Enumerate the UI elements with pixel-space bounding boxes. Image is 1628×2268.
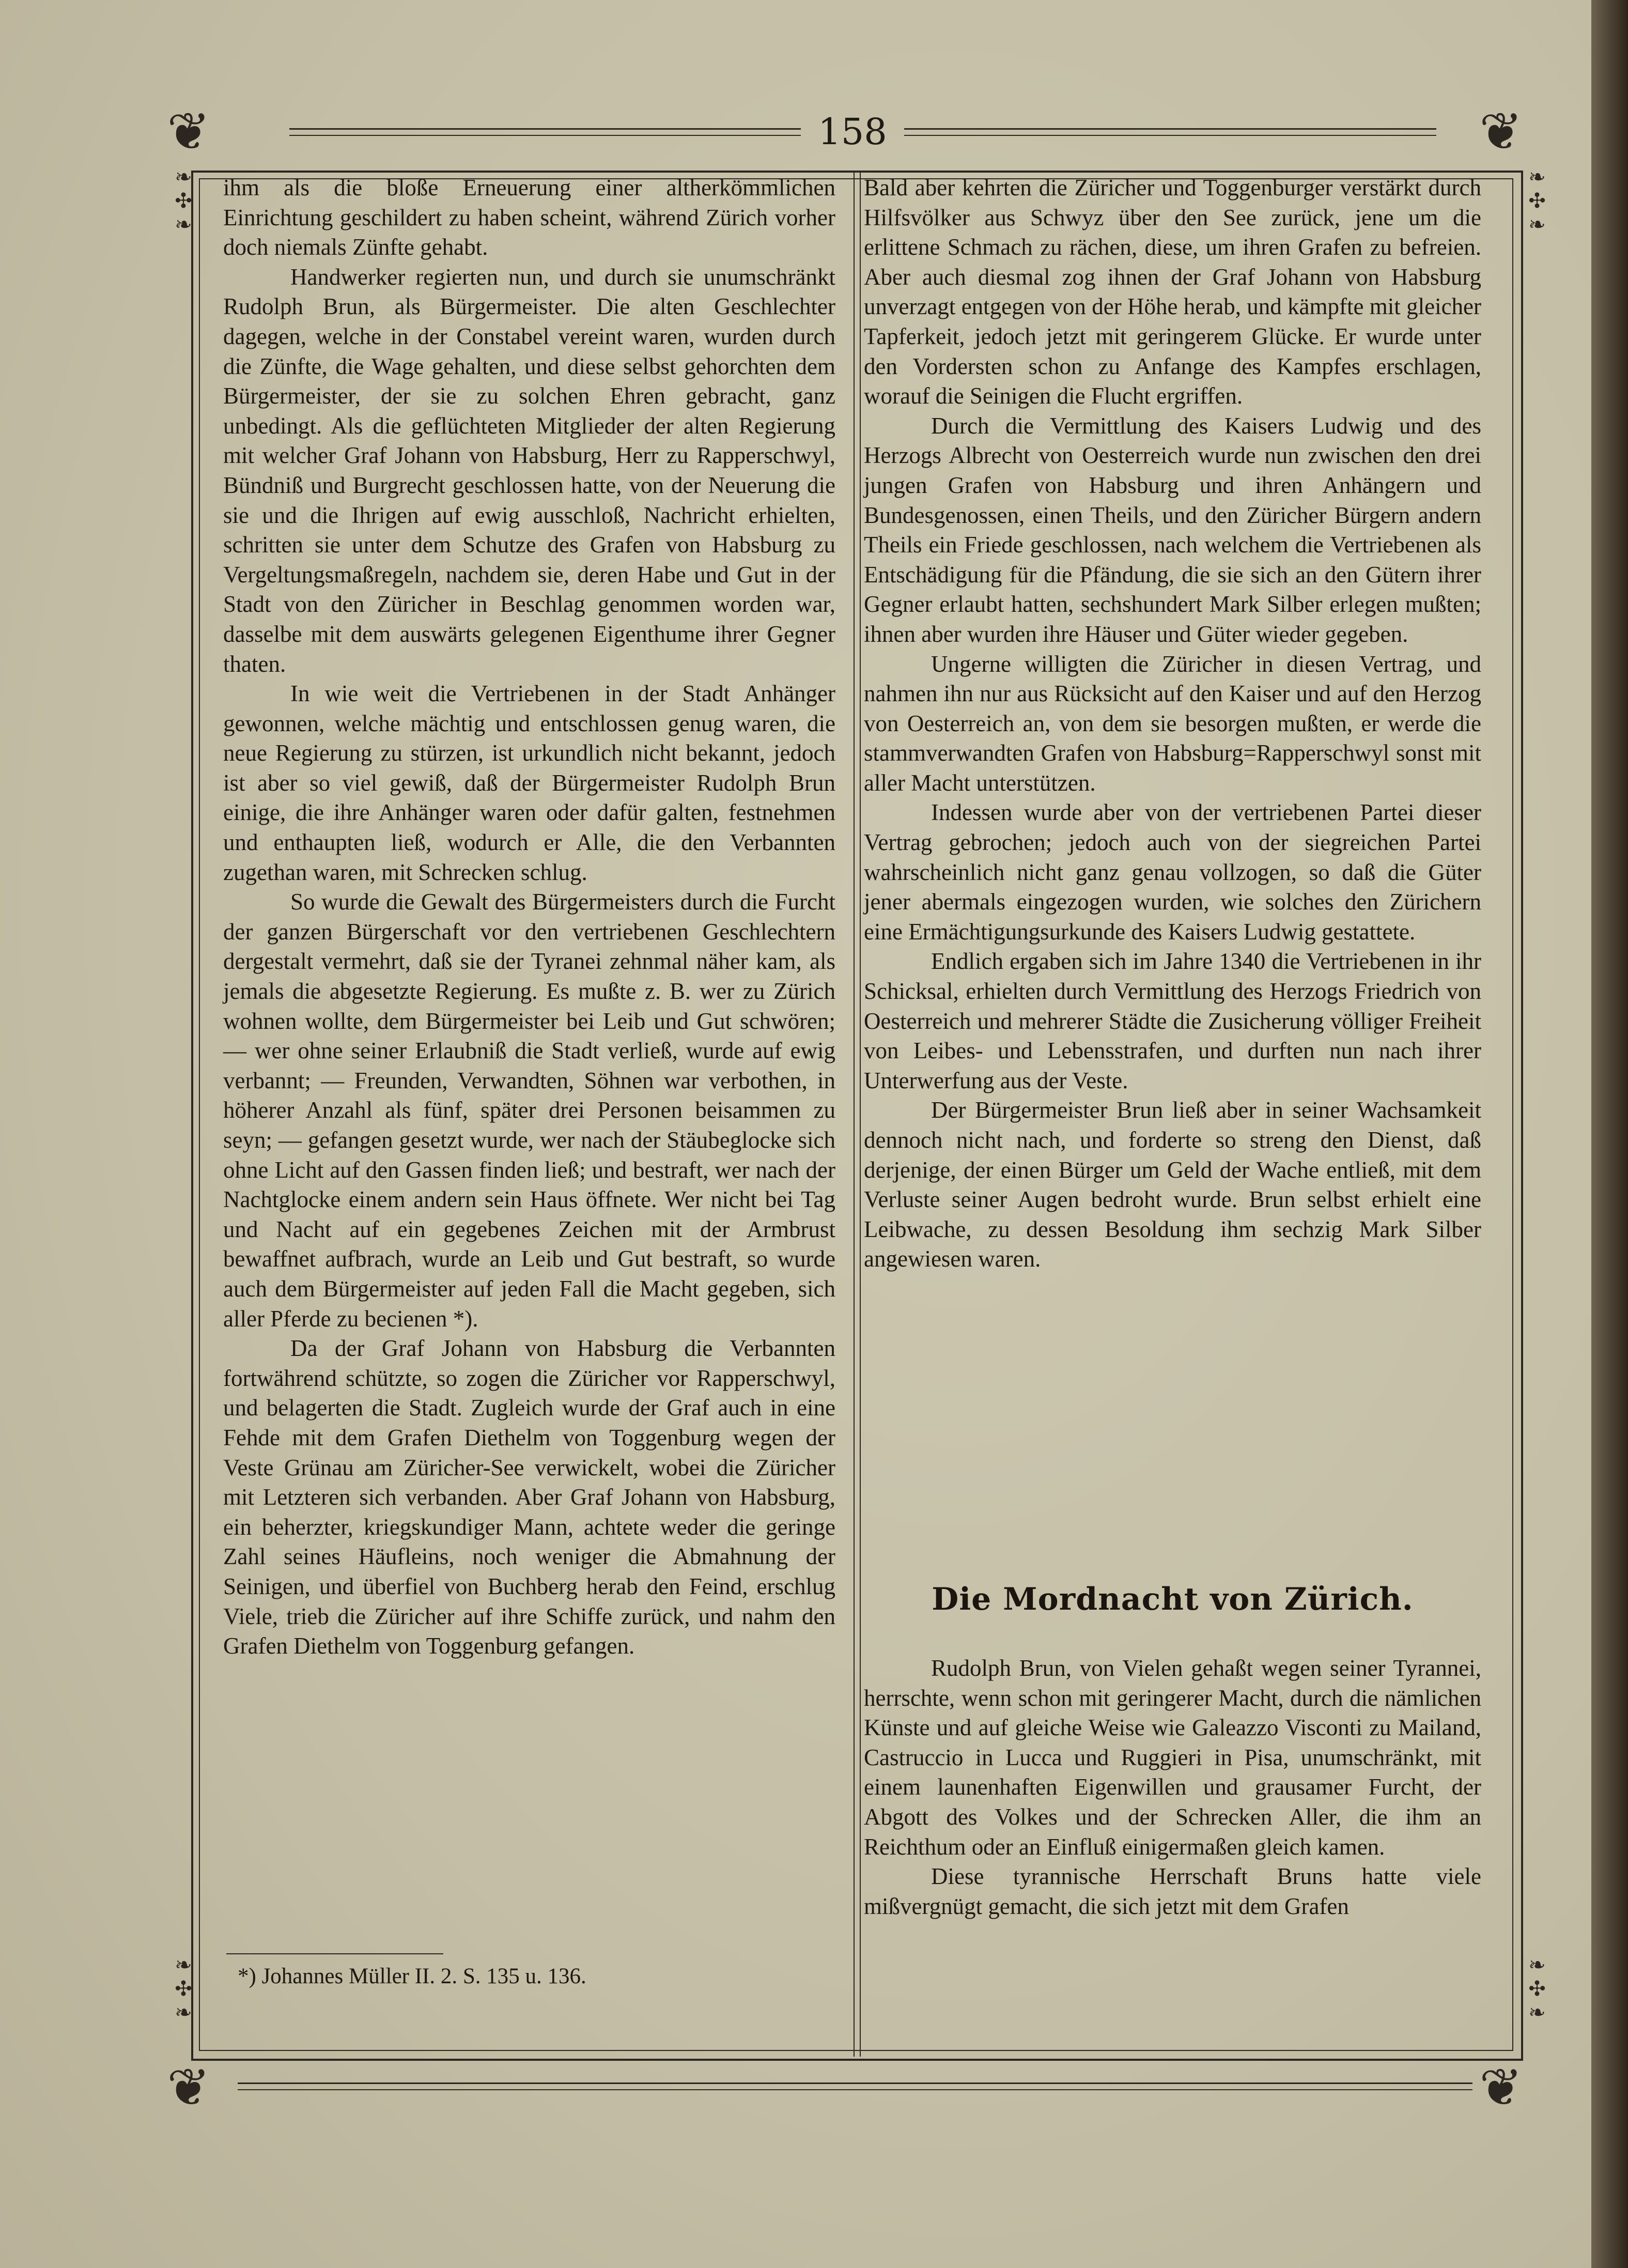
section-title: Die Mordnacht von Zürich. [932, 1581, 1414, 1617]
page-number: 158 [818, 111, 887, 153]
paragraph: Da der Graf Johann von Habsburg die Verbannten fortwährend schützte, so zogen die Züricher vor Rapperschwyl, und belagerten die Stadt. Zugleich wurde der Graf auch in eine Fehde mit dem Grafen Diethelm von Toggenburg wegen der Veste Grünau am Züricher-See verwickelt, wobei die Züricher mit Letzteren sich verbanden. Aber Graf Johann von Habsburg, ein beherzter, kriegskundiger Mann, achtete weder die geringe Zahl seines Häufleins, noch weniger die Abmahnung der Seinigen, und überfiel von Buchberg herab den Feind, erschlug Viele, trieb die Züricher auf ihre Schiffe zurück, und nahm den Grafen Diethelm von Toggenburg gefangen. [223, 1335, 835, 1659]
scroll-flourish-icon: ❦ [1479, 2057, 1523, 2118]
vine-ornament-icon: ❧ ✣ ❧ [175, 1953, 192, 2025]
paragraph: Rudolph Brun, von Vielen gehaßt wegen seiner Tyrannei, herrschte, wenn schon mit geringerer Macht, durch die nämlichen Künste und auf gleiche Weise wie Galeazzo Visconti zu Mailand, Castruccio in Lucca und Ruggieri in Pisa, unumschränkt, mit einem launenhaften Eigenwillen und grausamer Furcht, der Abgott des Volkes und der Schrecken Aller, die ihm an Reichthum oder an Einfluß einigermaßen gleich kamen. [864, 1655, 1481, 1860]
vine-ornament-icon: ❧ ✣ ❧ [175, 165, 192, 237]
vine-ornament-icon: ❧ ✣ ❧ [1528, 165, 1546, 237]
right-column [864, 173, 1481, 1274]
paragraph: Ungerne willigten die Züricher in diesen Vertrag, und nahmen ihn nur aus Rücksicht auf den Kaiser und auf den Herzog von Oesterreich an, von dem sie besorgen mußten, er werde die stammverwandten Grafen von Habsburg=Rapperschwyl sonst mit aller Macht unterstützen. [864, 651, 1481, 796]
header-rule-left [289, 128, 801, 136]
paragraph: Handwerker regierten nun, und durch sie unumschränkt Rudolph Brun, als Bürgermeister. Die alten Geschlechter dagegen, welche in der Constabel vereint waren, wurden durch die Zünfte, die Wage gehalten, und diese selbst gehorchten dem Bürgermeister, der sie zu solchen Ehren gebracht, ganz unbedingt. Als die geflüchteten Mitglieder der alten Regierung mit welcher Graf Johann von Habsburg, Herr zu Rapperschwyl, Bündniß und Burgrecht geschlossen hatte, von der Neuerung die sie und die Ihrigen auf ewig ausschloß, Nachricht erhielten, schritten sie unter dem Schutze des Grafen von Habsburg zu Vergeltungsmaßregeln, nachdem sie, deren Habe und Gut in der Stadt von den Züricher in Beschlag genommen worden war, dasselbe mit dem auswärts gelegenen Eigenthume ihrer Gegner thaten. [223, 264, 835, 677]
footnote: *) Johannes Müller II. 2. S. 135 u. 136. [238, 1964, 586, 1988]
paragraph: Endlich ergaben sich im Jahre 1340 die Vertriebenen in ihr Schicksal, erhielten durch Vermittlung des Herzogs Friedrich von Oesterreich und mehrerer Städte die Zusicherung völliger Freiheit von Leibes- und Lebensstrafen, und durften nun nach ihrer Unterwerfung aus der Veste. [864, 948, 1481, 1093]
footer-rule [238, 2082, 1472, 2090]
paragraph: Durch die Vermittlung des Kaisers Ludwig und des Herzogs Albrecht von Oesterreich wurde nun zwischen den drei jungen Grafen von Habsburg und ihren Anhängern und Bundesgenossen, einen Theils, und den Züricher Bürgern andern Theils ein Friede geschlossen, nach welchem die Vertriebenen als Entschädigung für die Pfändung, die sie sich an den Gütern ihrer Gegner erlaubt hatten, sechshundert Mark Silber erlegen mußten; ihnen aber wurden ihre Häuser und Güter wieder gegeben. [864, 412, 1481, 647]
paragraph: Indessen wurde aber von der vertriebenen Partei dieser Vertrag gebrochen; jedoch auch von der siegreichen Partei wahrscheinlich nicht ganz genau vollzogen, so daß die Güter jener abermals eingezogen wurden, wie solches den Zürichern eine Ermächtigungsurkunde des Kaisers Ludwig gestattete. [864, 799, 1481, 945]
page-edge [1591, 0, 1628, 2268]
paragraph: Der Bürgermeister Brun ließ aber in seiner Wachsamkeit dennoch nicht nach, und forderte so streng den Dienst, daß derjenige, der einen Bürger um Geld der Wache entließ, mit dem Verluste seiner Augen bedroht wurde. Brun selbst erhielt eine Leibwache, zu dessen Besoldung ihm sechzig Mark Silber angewiesen waren. [864, 1097, 1481, 1272]
left-column [223, 173, 835, 1661]
vine-ornament-icon: ❧ ✣ ❧ [1528, 1953, 1546, 2025]
column-divider [854, 171, 861, 2057]
footnote-rule [226, 1953, 443, 1954]
paragraph: ihm als die bloße Erneuerung einer altherkömmlichen Einrichtung geschildert zu haben scheint, während Zürich vorher doch niemals Zünfte gehabt. [223, 175, 835, 260]
paragraph: Bald aber kehrten die Züricher und Toggenburger verstärkt durch Hilfsvölker aus Schwyz über den See zurück, jene um die erlittene Schmach zu rächen, diese, um ihren Grafen zu befreien. Aber auch diesmal zog ihnen der Graf Johann von Habsburg unverzagt entgegen von der Höhe herab, und kämpfte mit gleicher Tapferkeit, jedoch jetzt mit geringerem Glücke. Er wurde unter den Vordersten schon zu Anfange des Kampfes erschlagen, worauf die Seinigen die Flucht ergriffen. [864, 175, 1481, 409]
section-body [864, 1654, 1481, 1921]
scroll-flourish-icon: ❦ [1479, 101, 1523, 162]
scroll-flourish-icon: ❦ [167, 2057, 210, 2118]
paragraph: In wie weit die Vertriebenen in der Stadt Anhänger gewonnen, welche mächtig und entschlossen genug waren, die neue Regierung zu stürzen, ist urkundlich nicht bekannt, jedoch ist aber so viel gewiß, daß der Bürgermeister Rudolph Brun einige, die ihre Anhänger waren oder dafür galten, festnehmen und enthaupten ließ, wodurch er Alle, die den Verbannten zugethan waren, mit Schrecken schlug. [223, 681, 835, 885]
paragraph: Diese tyrannische Herrschaft Bruns hatte viele mißvergnügt gemacht, die sich jetzt mit dem Grafen [864, 1863, 1481, 1919]
header-rule-right [904, 128, 1436, 136]
scroll-flourish-icon: ❦ [167, 101, 210, 162]
paragraph: So wurde die Gewalt des Bürgermeisters durch die Furcht der ganzen Bürgerschaft vor den vertriebenen Geschlechtern dergestalt vermehrt, daß sie der Tyranei zehnmal näher kam, als jemals die abgesetzte Regierung. Es mußte z. B. wer zu Zürich wohnen wollte, dem Bürgermeister bei Leib und Gut schwören; — wer ohne seiner Erlaubniß die Stadt verließ, wurde auf ewig verbannt; — Freunden, Verwandten, Söhnen war verbothen, in höherer Anzahl als fünf, später drei Personen beisammen zu seyn; — gefangen gesetzt wurde, wer nach der Stäubeglocke sich ohne Licht auf den Gassen finden ließ; und bestraft, wer nach der Nachtglocke einem andern sein Haus öffnete. Wer nicht bei Tag und Nacht auf ein gegebenes Zeichen mit der Armbrust bewaffnet aufbrach, wurde an Leib und Gut bestraft, so wurde auch dem Bürgermeister auf jeden Fall die Macht gegeben, sich aller Pferde zu becienen *). [223, 889, 835, 1332]
